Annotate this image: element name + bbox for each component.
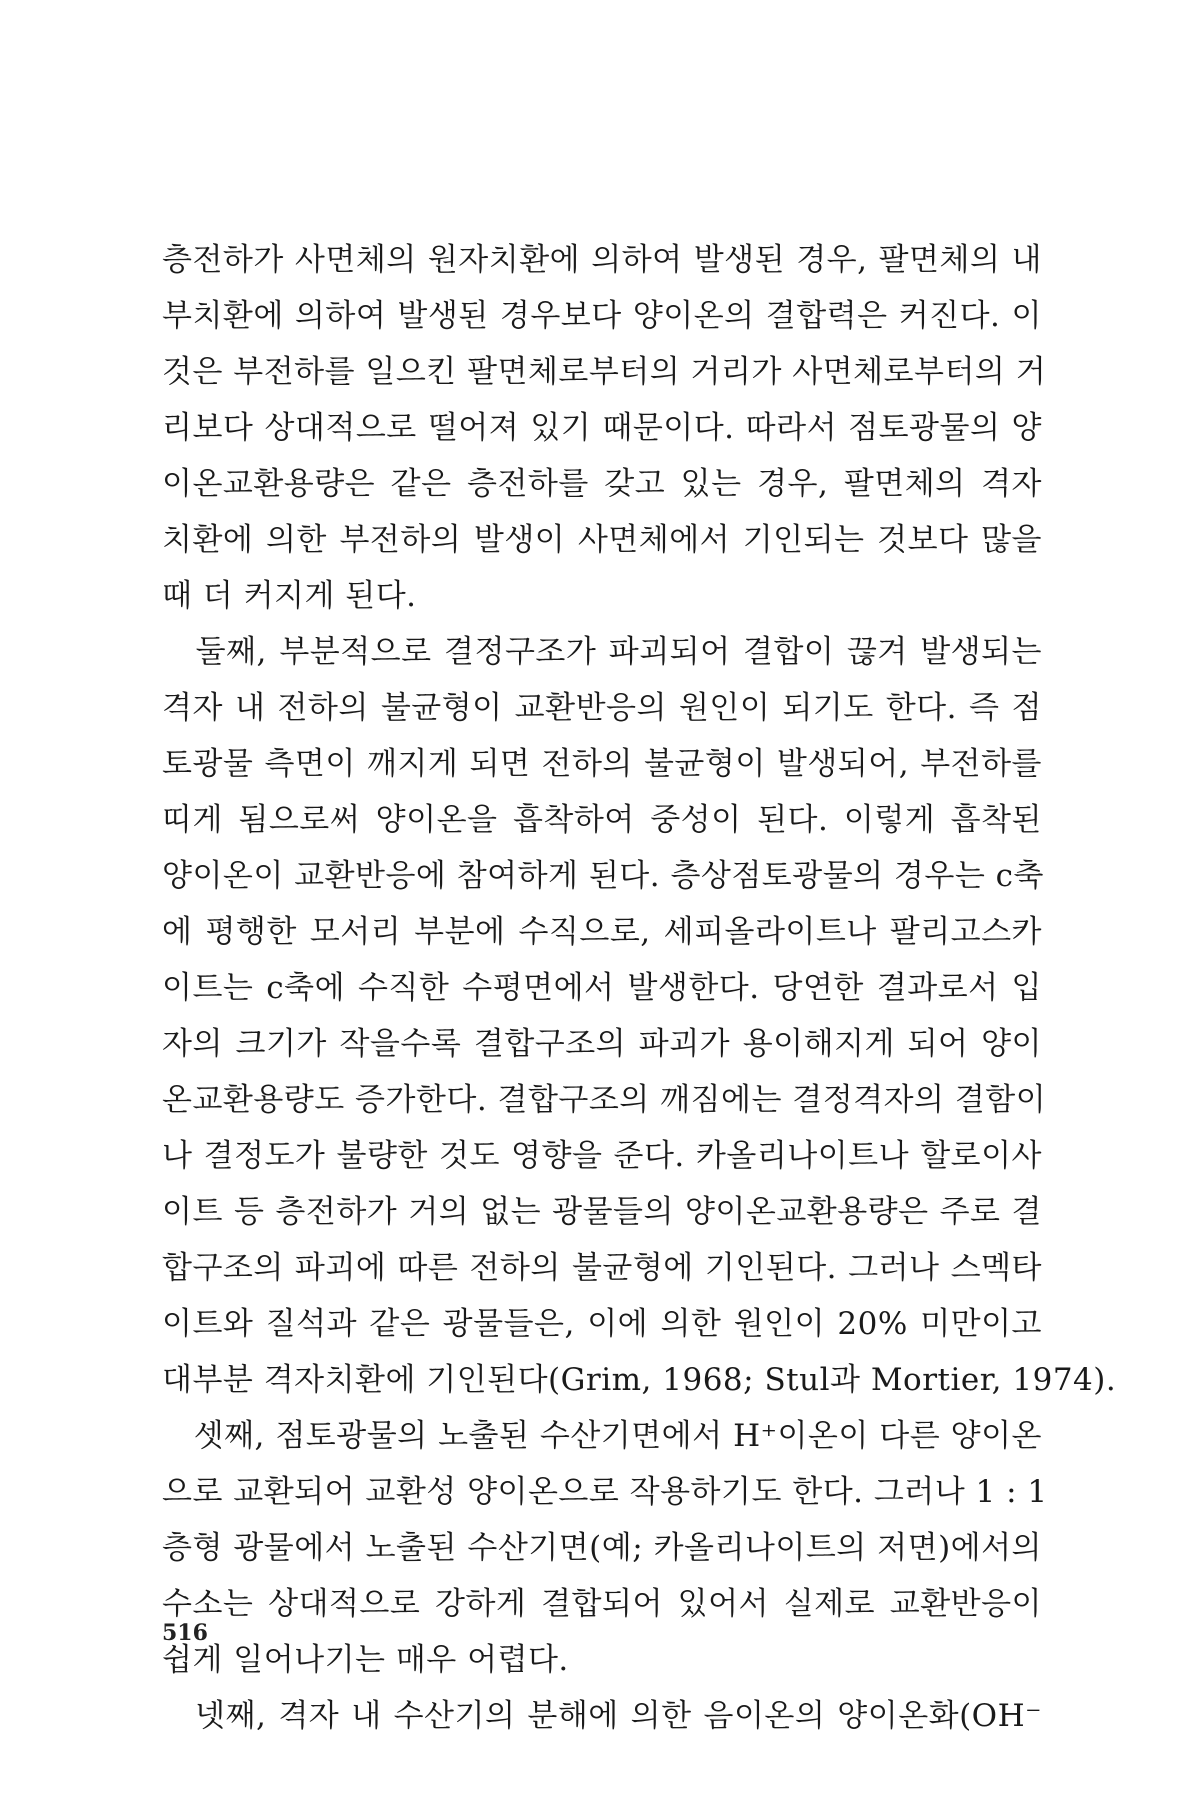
text-line: 넷째, 격자 내 수산기의 분해에 의한 음이온의 양이온화(OH⁻ (162, 1698, 1042, 1734)
text-line: 이트는 c축에 수직한 수평면에서 발생한다. 당연한 결과로서 입 (162, 970, 1042, 1006)
text-line: 쉽게 일어나기는 매우 어렵다. (162, 1642, 569, 1678)
text-line: 리보다 상대적으로 떨어져 있기 때문이다. 따라서 점토광물의 양 (162, 410, 1042, 446)
text-line: 셋째, 점토광물의 노출된 수산기면에서 H⁺이온이 다른 양이온 (162, 1418, 1042, 1454)
text-line: 격자 내 전하의 불균형이 교환반응의 원인이 되기도 한다. 즉 점 (162, 690, 1042, 726)
text-line: 토광물 측면이 깨지게 되면 전하의 불균형이 발생되어, 부전하를 (162, 746, 1042, 782)
text-line: 양이온이 교환반응에 참여하게 된다. 층상점토광물의 경우는 c축 (162, 858, 1044, 894)
text-line: 으로 교환되어 교환성 양이온으로 작용하기도 한다. 그러나 1 : 1 (162, 1474, 1048, 1510)
text-line: 합구조의 파괴에 따른 전하의 불균형에 기인된다. 그러나 스멕타 (162, 1250, 1042, 1286)
text-line: 치환에 의한 부전하의 발생이 사면체에서 기인되는 것보다 많을 (162, 522, 1042, 558)
body-text (162, 232, 1117, 1744)
text-line: 것은 부전하를 일으킨 팔면체로부터의 거리가 사면체로부터의 거 (162, 354, 1047, 390)
page-number: 516 (162, 1620, 208, 1646)
text-line: 이트 등 층전하가 거의 없는 광물들의 양이온교환용량은 주로 결 (162, 1194, 1042, 1230)
text-line: 자의 크기가 작을수록 결합구조의 파괴가 용이해지게 되어 양이 (162, 1026, 1042, 1062)
text-line: 부치환에 의하여 발생된 경우보다 양이온의 결합력은 커진다. 이 (162, 298, 1042, 334)
text-line: 온교환용량도 증가한다. 결합구조의 깨짐에는 결정격자의 결함이 (162, 1082, 1047, 1118)
text-line: 둘째, 부분적으로 결정구조가 파괴되어 결합이 끊겨 발생되는 (162, 634, 1042, 670)
text-line: 이온교환용량은 같은 층전하를 갖고 있는 경우, 팔면체의 격자 (162, 466, 1042, 502)
text-line: 이트와 질석과 같은 광물들은, 이에 의한 원인이 20% 미만이고 (162, 1306, 1042, 1342)
text-line: 층형 광물에서 노출된 수산기면(예; 카올리나이트의 저면)에서의 (162, 1530, 1042, 1566)
text-line: 에 평행한 모서리 부분에 수직으로, 세피올라이트나 팔리고스카 (162, 914, 1042, 950)
text-line: 대부분 격자치환에 기인된다(Grim, 1968; Stul과 Mortier, 1974). (162, 1362, 1117, 1398)
text-line: 수소는 상대적으로 강하게 결합되어 있어서 실제로 교환반응이 (162, 1586, 1042, 1622)
text-line: 띠게 됨으로써 양이온을 흡착하여 중성이 된다. 이렇게 흡착된 (162, 802, 1042, 838)
text-line: 층전하가 사면체의 원자치환에 의하여 발생된 경우, 팔면체의 내 (162, 242, 1042, 278)
text-line: 나 결정도가 불량한 것도 영향을 준다. 카올리나이트나 할로이사 (162, 1138, 1042, 1174)
text-line: 때 더 커지게 된다. (162, 578, 417, 614)
